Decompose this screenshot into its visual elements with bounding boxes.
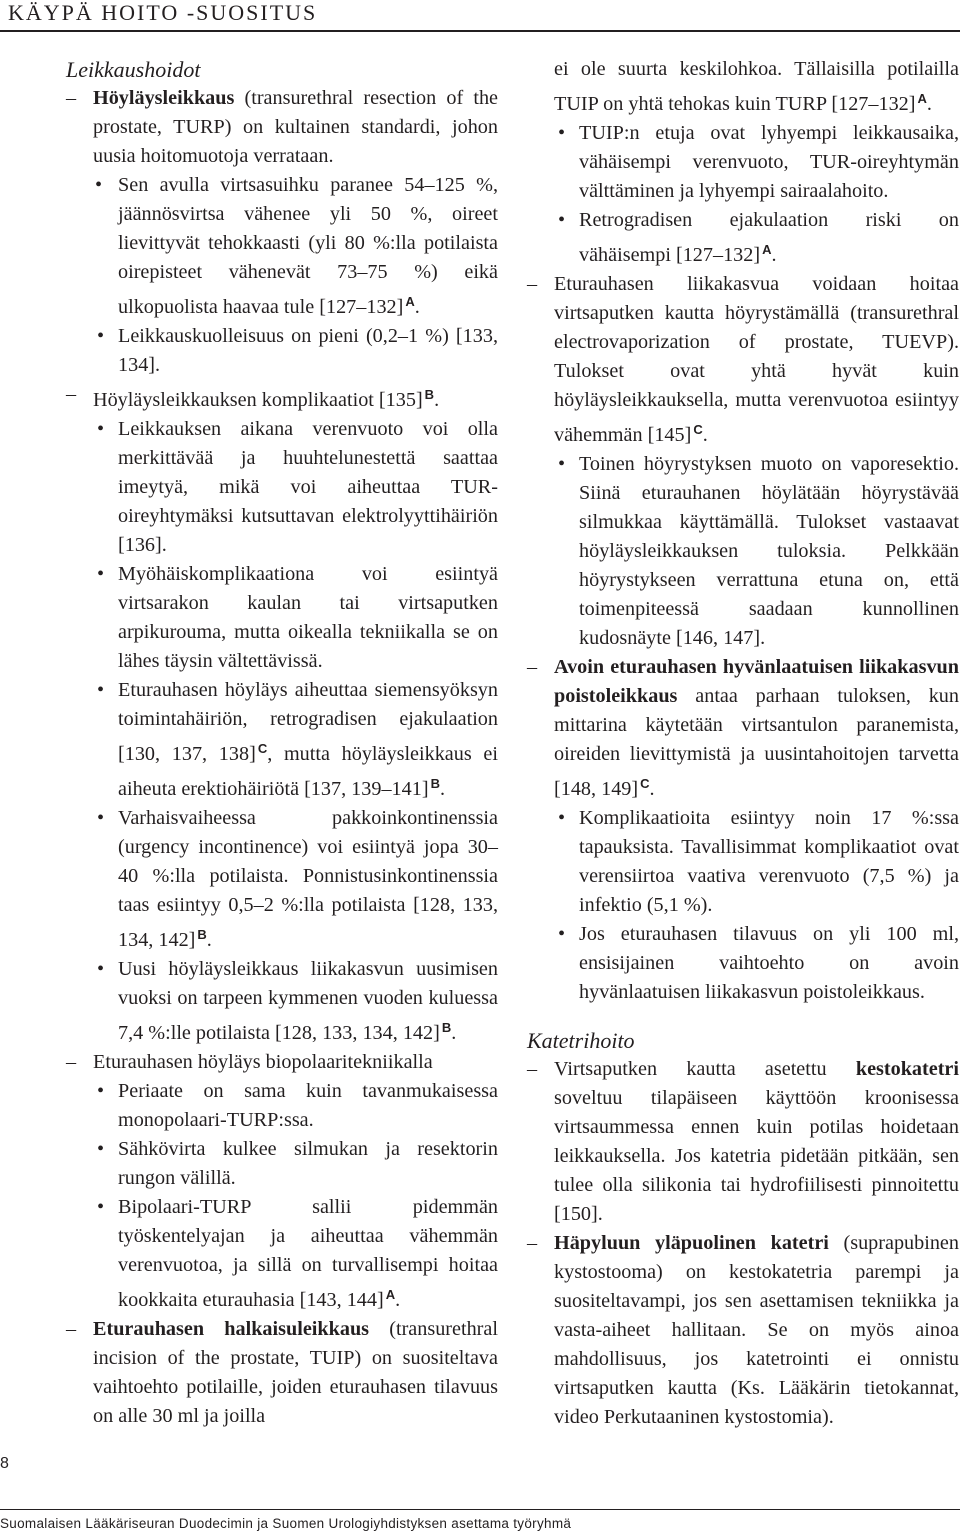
bullet-marker: • [97, 1138, 105, 1160]
section-heading-katetrihoito: Katetrihoito [527, 1028, 635, 1053]
evidence-grade: C [640, 776, 650, 791]
list-item: • Bipolaari-TURP sallii pidemmän työskentelyajan ja aiheuttaa vähemmän verenvuotoa, ja sillä on turvallisempi hoitaa kookkaita eturauhasia [143, 144] $^A$. [66, 1193, 498, 1315]
evidence-grade: A [385, 1287, 396, 1302]
evidence-grade: B [197, 927, 207, 942]
bullet-marker: • [97, 1080, 105, 1102]
dash-marker: – [66, 87, 77, 109]
list-item: • Leikkauskuolleisuus on pieni (0,2–1 %) [133, 134]. [66, 322, 498, 380]
list-item: – Eturauhasen halkaisuleikkaus (transurethral incision of the prostate, TUIP) on suositeltava vaihtoehto potilaille, joiden eturauhasen tilavuus on alle 30 ml ja joilla [66, 1315, 498, 1431]
list-item: • Uusi höyläysleikkaus liikakasvun uusimisen vuoksi on tarpeen kymmenen vuoden kuluessa 7,4 %:lle potilaista [128, 133, 134, 142] $^B$. [66, 955, 498, 1048]
bullet-marker: • [558, 807, 566, 829]
bullet-marker: • [97, 807, 105, 829]
page-footer: Suomalaisen Lääkäriseuran Duodecimin ja Suomen Urologiyhdistyksen asettama työryhmä [0, 1516, 572, 1531]
left-column [66, 55, 498, 1431]
dash-marker: – [527, 273, 538, 295]
page-number: 8 [0, 1455, 9, 1472]
list-item: – Virtsaputken kautta asetettu kestokatetri soveltuu tilapäiseen käyttöön kroonisessa virtsaummessa ennen kuin potilas hoidetaan leikkauksella. Jos katetria pidetään pitkään, sen tulee olla silikonia tai hydrofiilisesti pinnoitettu [150]. [527, 1055, 959, 1229]
dash-marker: – [527, 1058, 538, 1080]
bullet-marker: • [558, 453, 566, 475]
term: kestokatetri [855, 1058, 959, 1080]
term: Eturauhasen halkaisuleikkaus [93, 1318, 370, 1340]
bullet-marker: • [97, 958, 105, 980]
list-item: • Toinen höyrystyksen muoto on vaporesektio. Siinä eturauhanen höylätään höyrystävää silmukkaa käyttämällä. Tulokset vastaavat höyläysleikkauksen tuloksia. Pelkkään höyrystykseen verrattuna etuna on, että toimenpiteessä saadaan kunnollinen kudosnäyte [146, 147]. [527, 450, 959, 653]
dash-marker: – [66, 1051, 77, 1073]
list-item: – Eturauhasen liikakasvua voidaan hoitaa virtsaputken kautta höyrystämällä (transurethral electrovaporization of prostate, TUEVP). Tulokset ovat yhtä hyvät kuin höyläysleikkauksella, mutta verenvuotoa esiintyy vähemmän [145] $^C$. [527, 270, 959, 450]
bullet-marker: • [95, 174, 103, 196]
list-item: • Eturauhasen höyläys aiheuttaa siemensyöksyn toimintahäiriön, retrogradisen ejakulaation [130, 137, 138] $^C$, mutta höyläysleikkaus ei aiheuta erektiohäiriötä [137, 139–141] $^B$. [66, 676, 498, 804]
term: Häpyluun yläpuolinen katetri [554, 1232, 829, 1254]
bullet-marker: • [97, 679, 105, 701]
dash-marker: – [66, 1318, 77, 1340]
list-item: • Varhaisvaiheessa pakkoinkontinenssia (urgency incontinence) voi esiintyä jopa 30–40 %:lla potilaista. Ponnistusinkontinenssia taas esiintyy 0,5–2 %:lla potilaista [128, 133, 134, 142] $^B$. [66, 804, 498, 955]
list-item: – Höyläysleikkauksen komplikaatiot [135] $^B$. [66, 380, 498, 415]
evidence-grade: A [405, 294, 415, 309]
list-item: • Myöhäiskomplikaationa voi esiintyä virtsarakon kaulan tai virtsaputken arpikurouma, mutta oikealla tekniikalla se on lähes täysin vältettävissä. [66, 560, 498, 676]
dash-marker: – [527, 656, 538, 678]
page-header: KÄYPÄ HOITO -SUOSITUS [8, 0, 318, 25]
evidence-grade: B [441, 1020, 452, 1035]
dash-marker: – [66, 383, 77, 405]
list-item: • Jos eturauhasen tilavuus on yli 100 ml, ensisijainen vaihtoehto on avoin hyvänlaatuisen liikakasvun poistoleikkaus. [527, 920, 959, 1007]
list-item: – Häpyluun yläpuolinen katetri (suprapubinen kystostooma) on kestokatetria parempi ja suositeltavampi, jos sen asettamisen tekniikka ja vasta-aiheet hallitaan. Se on myös ainoa mahdollisuus, jos katetrointi ei onnistu virtsaputken kautta (Ks. Lääkärin tietokannat, video Perkutaaninen kystostomia). [527, 1229, 959, 1432]
evidence-grade: A [762, 242, 772, 257]
evidence-grade: C [693, 422, 703, 437]
evidence-grade: C [257, 741, 268, 756]
evidence-grade: A [917, 91, 927, 106]
list-item: • TUIP:n etuja ovat lyhyempi leikkausaika, vähäisempi verenvuoto, TUR-oireyhtymän välttäminen ja lyhyempi sairaalahoito. [527, 119, 959, 206]
bullet-marker: • [558, 122, 566, 144]
dash-marker: – [527, 1232, 538, 1254]
list-item: – Höyläysleikkaus (transurethral resection of the prostate, TURP) on kultainen standardi, johon uusia hoitomuotoja verrataan. [66, 84, 498, 171]
evidence-grade: B [424, 387, 435, 402]
list-item: • Komplikaatioita esiintyy noin 17 %:ssa tapauksista. Tavallisimmat komplikaatiot ovat verensiirtoa vaativa verenvuoto (7,5 %) ja infektio (5,1 %). [527, 804, 959, 920]
bullet-marker: • [97, 325, 105, 347]
bullet-marker: • [558, 923, 566, 945]
list-item: • Leikkauksen aikana verenvuoto voi olla merkittävää ja huuhtelunestettä saattaa imeytyä, mikä voi aiheuttaa TUR-oireyhtymäksi kutsuttavan elektrolyyttihäiriön [136]. [66, 415, 498, 560]
paragraph-continuation: ei ole suurta keskilohkoa. Tällaisilla potilailla TUIP on yhtä tehokas kuin TURP [127–132] $^A$. [554, 58, 959, 115]
section-gap [527, 1007, 959, 1026]
footer-rule [0, 1509, 960, 1510]
term: Avoin eturauhasen hyvänlaatuisen liikakasvun poistoleikkaus [554, 656, 959, 707]
bullet-marker: • [97, 418, 105, 440]
bullet-marker: • [558, 209, 566, 231]
term: Höyläysleikkaus [93, 87, 235, 109]
bullet-marker: • [97, 563, 105, 585]
list-item: – Avoin eturauhasen hyvänlaatuisen liikakasvun poistoleikkaus antaa parhaan tuloksen, kun mittarina käytetään virtsantulon paranemista, oireiden lievittymistä ja uusintahoitojen tarvetta [148, 149] $^C$. [527, 653, 959, 804]
header-rule [0, 30, 960, 32]
list-item: • Retrogradisen ejakulaation riski on vähäisempi [127–132] $^A$. [527, 206, 959, 270]
list-item: • Periaate on sama kuin tavanmukaisessa monopolaari-TURP:ssa. [66, 1077, 498, 1135]
list-item: • Sen avulla virtsasuihku paranee 54–125 %, jäännösvirtsa vähenee yli 50 %, oireet lievittyvät tehokkaasti (yli 80 %:lla potilaista oirepisteet vähenevät 73–75 %) eikä ulkopuolista haavaa tule [127–132] $^A$. [66, 171, 498, 322]
list-item: • Sähkövirta kulkee silmukan ja resektorin rungon välillä. [66, 1135, 498, 1193]
list-item: – Eturauhasen höyläys biopolaaritekniikalla [66, 1048, 498, 1077]
evidence-grade: B [430, 776, 440, 791]
right-column [527, 55, 959, 1432]
section-heading-leikkaushoidot: Leikkaushoidot [66, 57, 201, 82]
bullet-marker: • [97, 1196, 105, 1218]
